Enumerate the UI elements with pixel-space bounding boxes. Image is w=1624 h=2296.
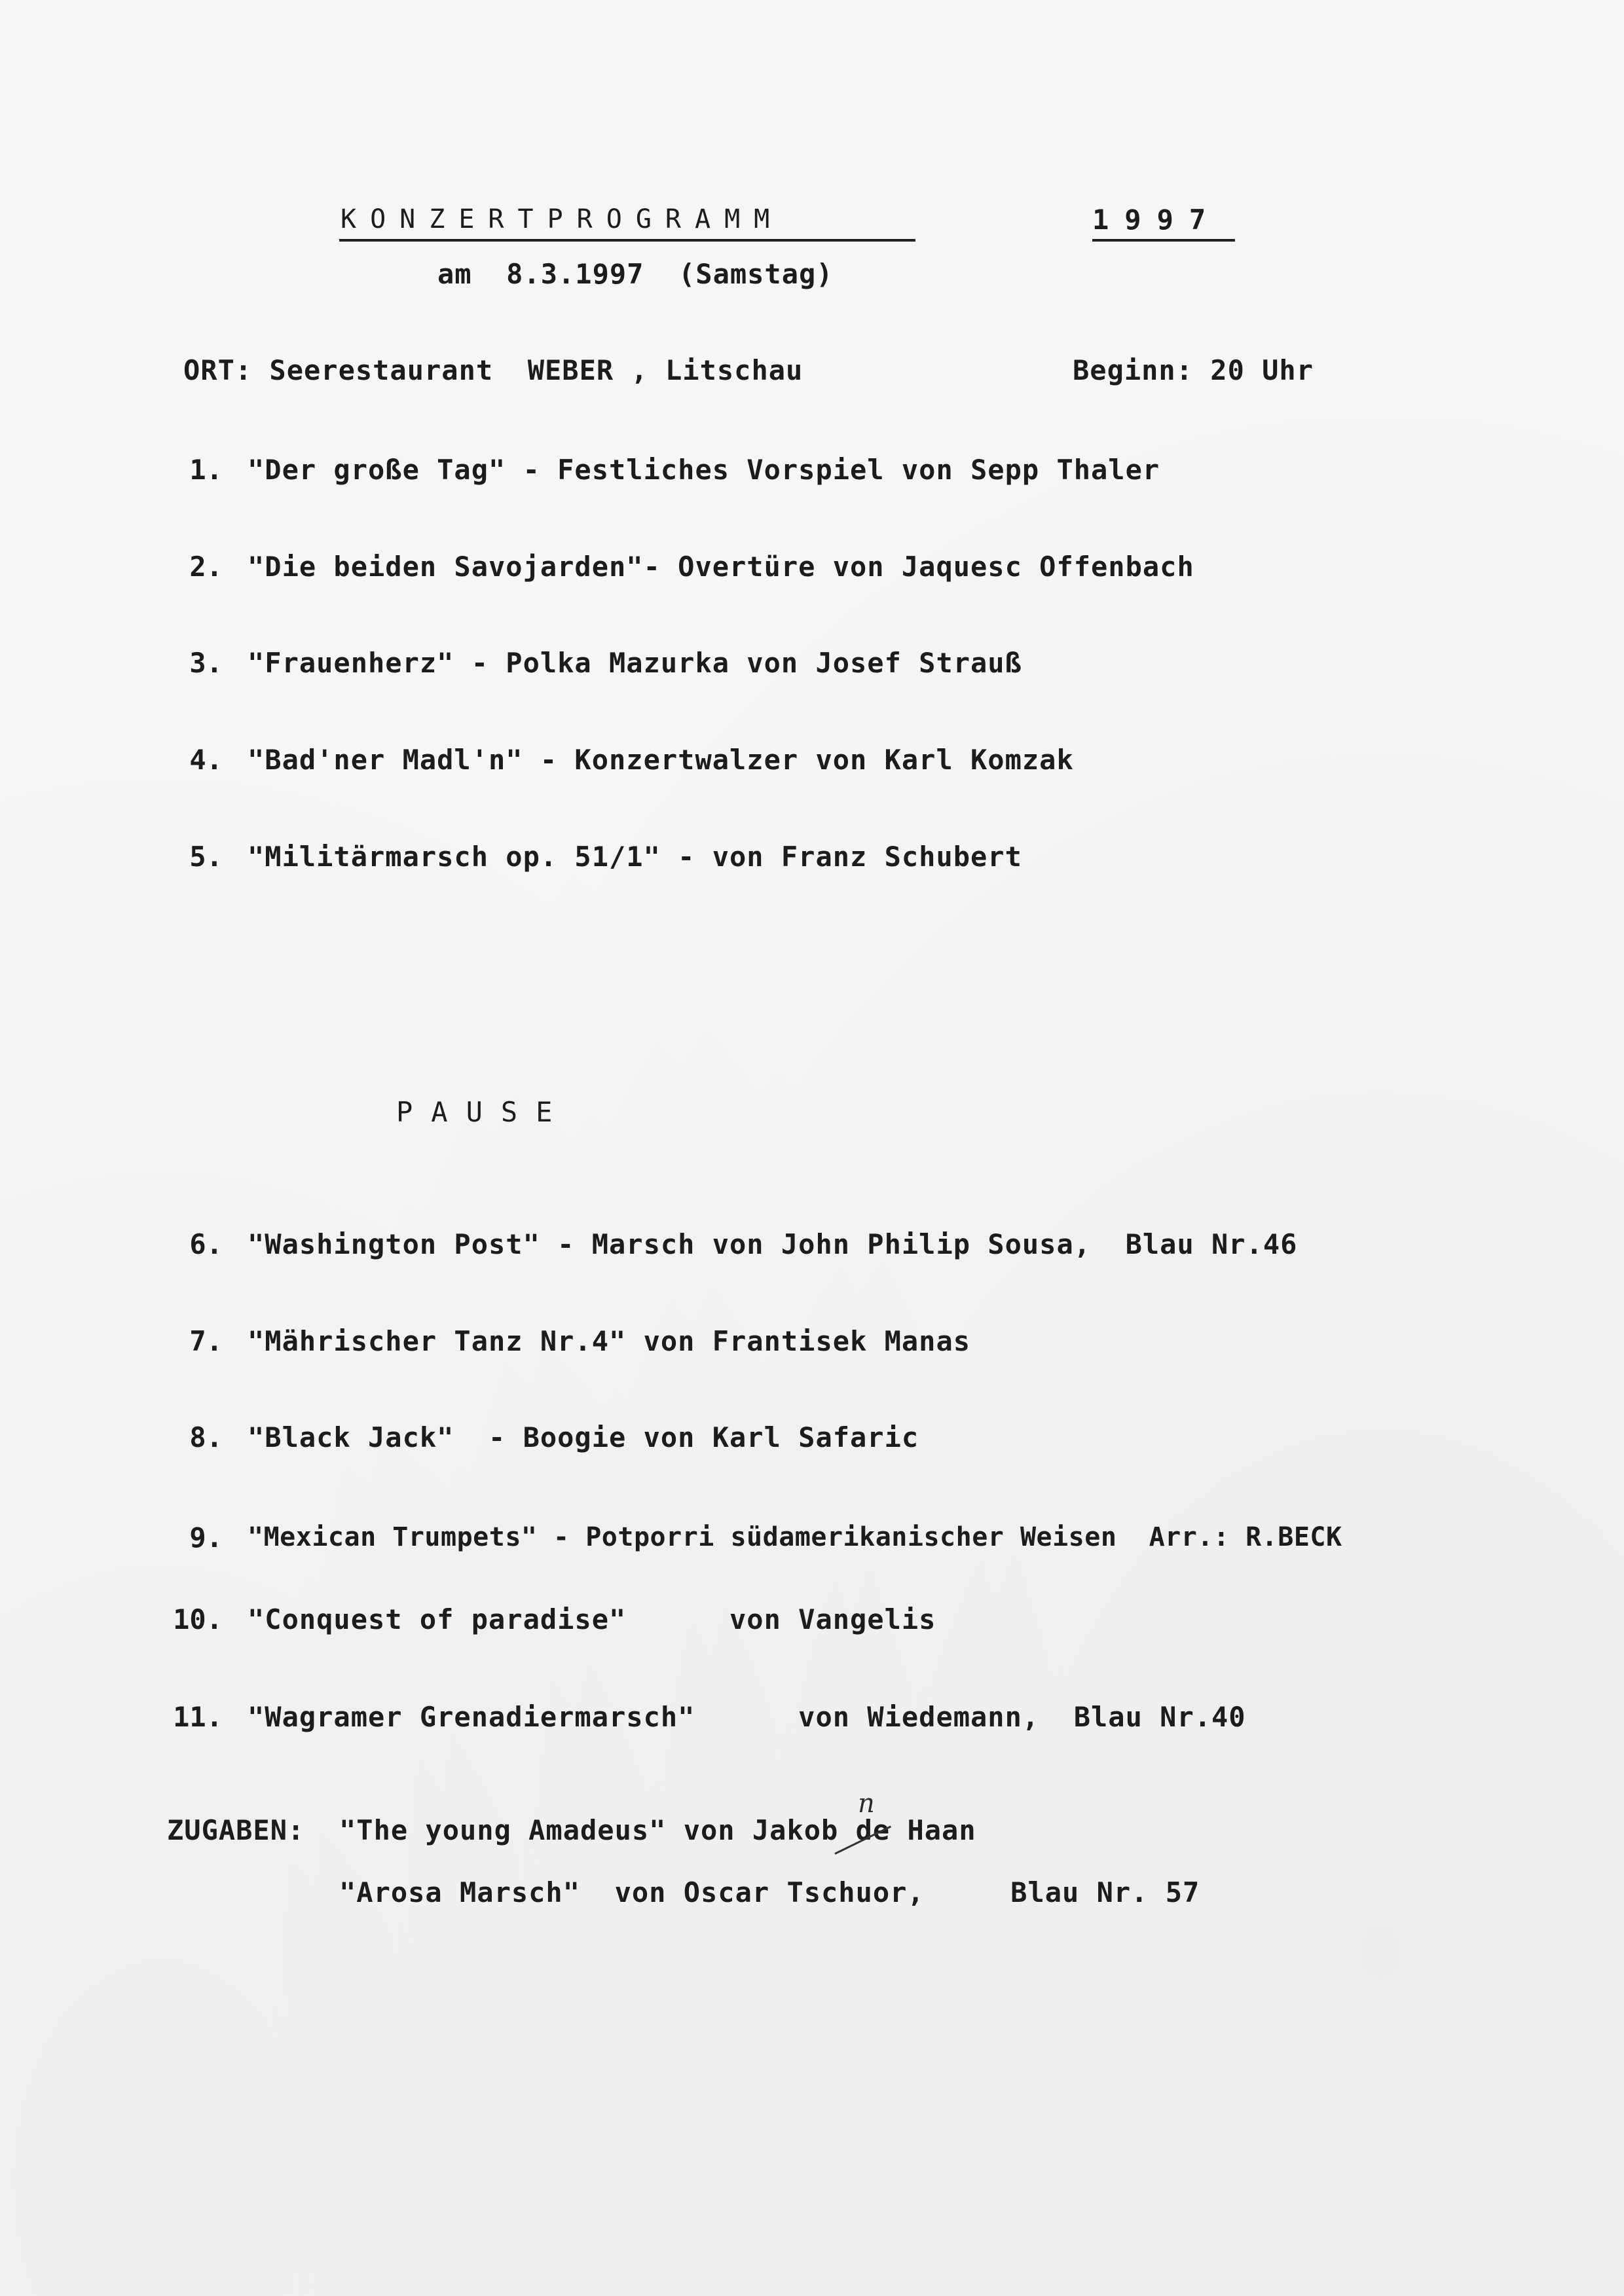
date-line: am 8.3.1997 (Samstag) bbox=[437, 258, 834, 290]
page-title: KONZERTPROGRAMM bbox=[341, 204, 784, 234]
item-number: 2. bbox=[189, 551, 223, 583]
program-item: "Conquest of paradise" von Vangelis bbox=[248, 1603, 936, 1635]
year: 1997 bbox=[1092, 204, 1222, 236]
encores-label: ZUGABEN: bbox=[167, 1814, 305, 1846]
program-item: "Bad'ner Madl'n" - Konzertwalzer von Karl Komzak bbox=[248, 744, 1074, 776]
location-ort: ORT: Seerestaurant WEBER , Litschau bbox=[183, 354, 803, 386]
program-item: "Washington Post" - Marsch von John Philip Sousa, Blau Nr.46 bbox=[248, 1228, 1298, 1260]
handwritten-correction: n bbox=[858, 1789, 875, 1819]
encore-text-end: de Haan bbox=[838, 1814, 976, 1846]
start-time: Beginn: 20 Uhr bbox=[1073, 354, 1314, 386]
program-item: "Militärmarsch op. 51/1" - von Franz Schubert bbox=[248, 841, 1022, 873]
encore-item: "Arosa Marsch" von Oscar Tschuor, Blau Nr. 57 bbox=[339, 1876, 1200, 1908]
item-number: 9. bbox=[189, 1522, 223, 1554]
item-number: 11. bbox=[173, 1701, 223, 1733]
item-number: 5. bbox=[189, 841, 223, 873]
item-number: 4. bbox=[189, 744, 223, 776]
program-item: "Black Jack" - Boogie von Karl Safaric bbox=[248, 1421, 919, 1453]
title-underline bbox=[339, 239, 915, 242]
item-number: 1. bbox=[189, 454, 223, 486]
year-underline bbox=[1092, 239, 1235, 242]
pause-heading: PAUSE bbox=[396, 1096, 571, 1128]
struck-text: kob bbox=[786, 1814, 839, 1846]
program-item: "Mexican Trumpets" - Potporri südamerikanischer Weisen Arr.: R.BECK bbox=[248, 1522, 1342, 1552]
program-item: "Die beiden Savojarden"- Overtüre von Jaquesc Offenbach bbox=[248, 551, 1194, 583]
item-number: 6. bbox=[189, 1228, 223, 1260]
program-item: "Der große Tag" - Festliches Vorspiel von Sepp Thaler bbox=[248, 454, 1160, 486]
item-number: 3. bbox=[189, 647, 223, 679]
encore-text: "The young Amadeus" von Ja bbox=[339, 1814, 787, 1846]
program-item: "Frauenherz" - Polka Mazurka von Josef Strauß bbox=[248, 647, 1022, 679]
item-number: 10. bbox=[173, 1603, 223, 1635]
program-item: "Wagramer Grenadiermarsch" von Wiedemann, Blau Nr.40 bbox=[248, 1701, 1246, 1733]
item-number: 7. bbox=[189, 1325, 223, 1357]
item-number: 8. bbox=[189, 1421, 223, 1453]
program-item: "Mährischer Tanz Nr.4" von Frantisek Manas bbox=[248, 1325, 971, 1357]
